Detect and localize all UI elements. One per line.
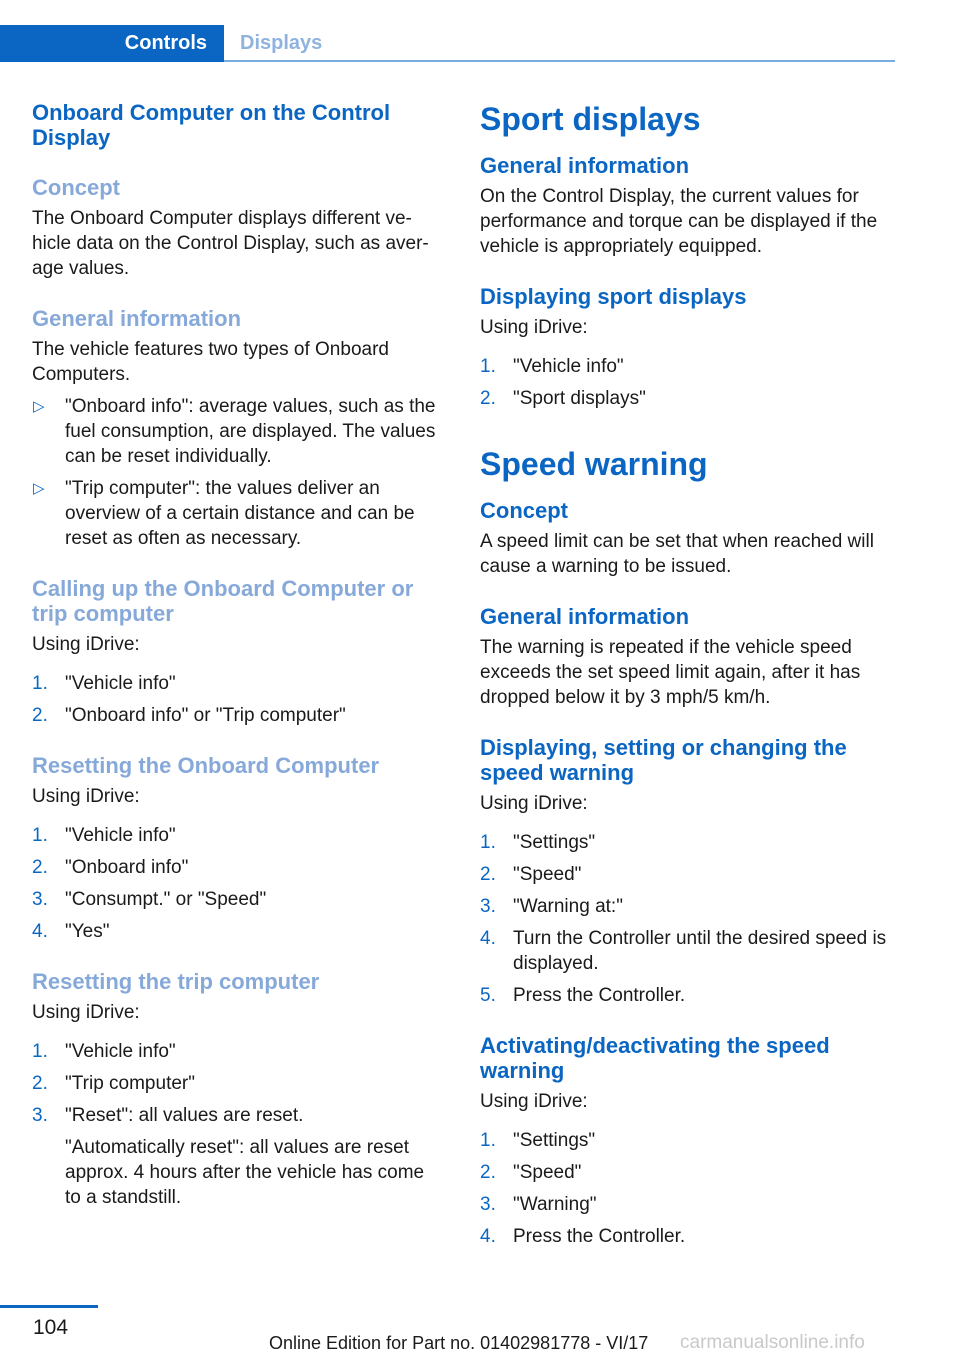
calling-up-heading: Calling up the Onboard Computer or trip computer: [32, 576, 414, 626]
calling-up-steps: [32, 671, 444, 728]
list-item: 1. "Settings": [480, 832, 596, 853]
edition-text: Online Edition for Part no. 01402981778 - VI/17: [269, 1333, 649, 1353]
tab-displays[interactable]: Displays: [240, 32, 323, 54]
header-tabbar: [0, 25, 895, 62]
list-item: 2. "Trip computer": [32, 1073, 195, 1094]
tab-controls[interactable]: Controls: [0, 25, 224, 62]
list-item: 4. Turn the Controller until the desired speed is displayed.: [480, 928, 887, 974]
list-item: 4. Press the Controller.: [480, 1226, 686, 1247]
list-item: 3. "Warning at:": [480, 896, 623, 917]
triangle-bullet-icon: ▷: [33, 398, 45, 415]
list-item: 2. "Onboard info" or "Trip computer": [32, 705, 346, 726]
list-item: 2. "Onboard info": [32, 857, 189, 878]
list-item: ▷ "Onboard info": average values, such as the fuel consumption, are displayed. The values can be reset individually.: [33, 396, 436, 467]
footer-rule: [0, 1305, 98, 1308]
speed-toggle-steps: [480, 1128, 895, 1249]
speed-general-text: The warning is repeated if the vehicle speed exceeds the set speed limit again, after it has dropped below it by 3 mph/5 km/h.: [480, 637, 861, 708]
calling-up-intro: Using iDrive:: [32, 634, 140, 655]
list-item: 5. Press the Controller.: [480, 985, 686, 1006]
list-item: 3. "Reset": all values are reset.: [32, 1105, 304, 1126]
general-info-text: The vehicle features two types of Onboard Computers.: [32, 339, 389, 385]
speed-concept-text: A speed limit can be set that when reached will cause a warning to be issued.: [480, 531, 874, 577]
speed-general-heading: General information: [480, 604, 690, 629]
reset-trip-heading: Resetting the trip computer: [32, 969, 320, 994]
reset-onboard-steps: [32, 823, 444, 944]
list-item: 2. "Speed": [480, 1162, 582, 1183]
list-item: 2. "Sport displays": [480, 388, 646, 409]
sport-general-text: On the Control Display, the current values for performance and torque can be displayed if the vehicle is appropriately equipped.: [480, 186, 878, 257]
reset-trip-steps: [32, 1039, 444, 1128]
speed-toggle-heading: Activating/deactivating the speed warning: [480, 1033, 830, 1083]
list-item: 1. "Settings": [480, 1130, 596, 1151]
sport-display-intro: Using iDrive:: [480, 317, 588, 338]
list-item: 1. "Vehicle info": [480, 356, 624, 377]
list-item: 1. "Vehicle info": [32, 825, 176, 846]
onboard-types-list: [32, 394, 444, 551]
speed-concept-heading: Concept: [480, 498, 568, 523]
section-title-onboard-computer: Onboard Computer on the Control Display: [32, 100, 391, 150]
list-item: 3. "Warning": [480, 1194, 597, 1215]
sport-display-heading: Displaying sport displays: [480, 284, 747, 309]
speed-set-steps: [480, 830, 895, 1008]
list-item: ▷ "Trip computer": the values deliver an overview of a certain distance and can be reset as often as necessary.: [33, 478, 415, 549]
page-number: 104: [33, 1316, 69, 1339]
reset-onboard-intro: Using iDrive:: [32, 786, 140, 807]
right-column: [480, 100, 895, 1249]
general-info-heading: General information: [32, 306, 242, 331]
list-item: 3. "Consumpt." or "Speed": [32, 889, 267, 910]
sport-display-steps: [480, 354, 895, 411]
speed-set-heading: Displaying, setting or changing the speed warning: [480, 735, 847, 785]
list-item: 2. "Speed": [480, 864, 582, 885]
concept-text: The Onboard Computer displays different vehicle data on the Control Display, such as average values.: [32, 208, 429, 279]
list-item: 1. "Vehicle info": [32, 1041, 176, 1062]
speed-set-intro: Using iDrive:: [480, 793, 588, 814]
speed-warning-title: Speed warning: [480, 446, 708, 482]
list-item: 4. "Yes": [32, 921, 110, 942]
triangle-bullet-icon: ▷: [33, 480, 45, 497]
list-item: 1. "Vehicle info": [32, 673, 176, 694]
sport-displays-title: Sport displays: [480, 101, 701, 137]
sport-general-heading: General information: [480, 153, 690, 178]
reset-trip-note: "Automatically reset": all values are reset approx. 4 hours after the vehicle has come to a standstill.: [65, 1137, 425, 1208]
header-rule: [224, 60, 895, 62]
reset-trip-intro: Using iDrive:: [32, 1002, 140, 1023]
left-column: [32, 100, 444, 1210]
reset-onboard-heading: Resetting the Onboard Computer: [32, 753, 380, 778]
watermark: carmanualsonline.info: [680, 1332, 865, 1353]
speed-toggle-intro: Using iDrive:: [480, 1091, 588, 1112]
concept-heading: Concept: [32, 175, 120, 200]
